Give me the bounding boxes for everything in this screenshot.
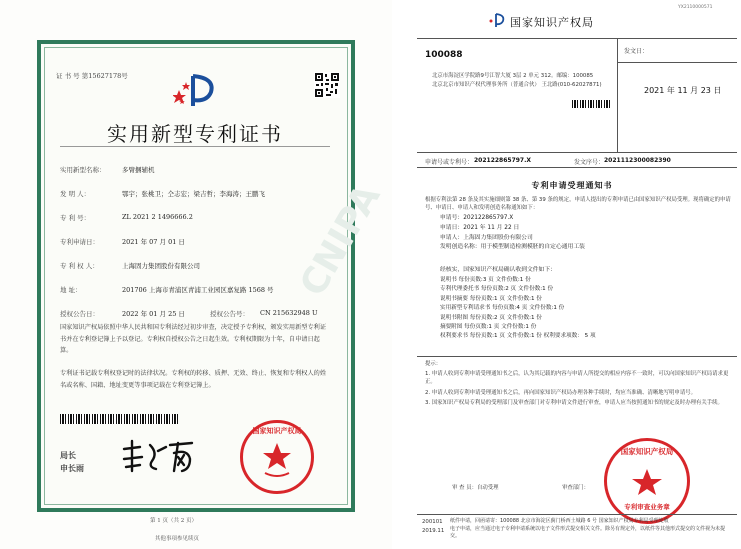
certificate-paragraph-2: 专利证书记载专利权登记时的法律状况。专利权的转移、质押、无效、终止、恢复和专利权人的姓名或名称、国籍、地址变更等事项记载在专利登记簿上。: [60, 370, 327, 389]
watermark-cnipa: CNIPA: [292, 177, 389, 304]
file-item: 说明书 每份页数:3 页 文件份数:1 份: [440, 277, 531, 283]
file-item: 权利要求书 每份页数:1 页 文件份数:1 份 权利要求项数： 5 项: [440, 333, 596, 340]
certificate-footer-2: 其他事项参见续页: [155, 536, 200, 542]
file-item: 说明书附图 每份页数:2 页 文件份数:1 份: [440, 314, 542, 321]
field-label-address: 地 址：: [60, 286, 82, 294]
notice-items: [440, 214, 585, 253]
notice-intro: 根据专利法第 28 条及其实施细则第 38 条、第 39 条的规定，申请人提出的专利申请已由国家知识产权局受理。现将确定的申请号、申请日、申请人和发明创造名称通知如下：: [425, 197, 731, 212]
footer-text-2: 电子申请，应当通过电子专利申请系统以电子文件形式提交相关文件。除另有规定外，以纸件等其他形式提交的文件视为未提交。: [450, 526, 726, 540]
footer-code-1: 200101: [422, 519, 443, 525]
barcode: [60, 414, 178, 424]
field-label-grant-no: 授权公告号：: [210, 310, 249, 318]
field-label-inventor: 发 明 人：: [60, 190, 91, 198]
field-value-grant-no: CN 215632948 U: [260, 309, 318, 317]
appno-line: [417, 167, 737, 168]
cnipa-logo-small-icon: [488, 12, 506, 28]
certificate-number: 证 书 号 第15627178号: [56, 72, 128, 80]
footer-code-2: 2019.11: [422, 528, 445, 534]
field-label-filing-date: 专利申请日：: [60, 238, 99, 246]
file-item: 说明书摘要 每份页数:1 页 文件份数:1 份: [440, 295, 542, 302]
date-line: [617, 62, 737, 63]
acceptance-notice: [392, 0, 741, 549]
item-invention-name: 发明创造名称：用于模型制造检测模胚的自定心通用工装: [440, 244, 585, 251]
notes-list: [425, 370, 733, 408]
certificate-paragraph-1: 国家知识产权局依照中华人民共和国专利法经过初步审查，决定授予专利权，颁发实用新型专利证书并在专利登记簿上予以登记。专利权自授权公告之日起生效。专利权期限为十年，自申请日起算。: [60, 324, 327, 354]
field-label-grant-date: 授权公告日：: [60, 310, 99, 318]
notice-authority: 国家知识产权局: [510, 16, 594, 29]
field-value-filing-date: 2021 年 07 月 01 日: [122, 238, 185, 246]
seal-text: 国家知识产权局: [252, 426, 302, 435]
director-label: 局长: [60, 450, 76, 460]
field-value-name: 多臂捆辅机: [122, 166, 155, 174]
field-value-patentee: 上海固力集团股份有限公司: [122, 262, 200, 270]
doc-no-label: 发文序号：: [574, 159, 605, 166]
title-divider: [60, 146, 330, 147]
app-no-label: 申请号或专利号：: [425, 159, 474, 166]
notes-line-top: [417, 356, 737, 357]
notice-address-1: 北京市海淀区学院路9号江智大厦 3层 2 单元 312。邮编：100085: [432, 73, 594, 79]
dept-label: 审查部门：: [562, 485, 589, 491]
field-label-patentee: 专 利 权 人：: [60, 262, 99, 270]
field-value-address: 201706 上海市青浦区青浦工业园区嘉复路 1568 号: [122, 286, 274, 294]
notice-postcode: 100088: [425, 50, 463, 60]
stamp-text: 国家知识产权局: [620, 447, 674, 456]
director-signature-icon: [118, 437, 198, 477]
files-list: [440, 276, 596, 342]
file-item: 专利代理委托书 每份页数:2 页 文件份数:1 份: [440, 286, 554, 293]
app-no-value: 202122865797.X: [474, 157, 532, 164]
notice-top-code: YX2110000571: [678, 5, 713, 10]
director-name: 申长雨: [60, 463, 84, 473]
examiner-label: 审 查 员：自动受理: [452, 485, 499, 491]
item-applicant: 申请人：上海固力集团股份有限公司: [440, 234, 533, 241]
header-divider: [617, 38, 618, 152]
qr-code-icon: [314, 72, 340, 98]
notice-address-2: 北京北京市知识产权代理事务所（普通合伙） 王北路(010-62027871): [432, 82, 602, 88]
stamp-sub-text: 专利审查业务章: [624, 503, 670, 511]
notice-date-label: 发文日：: [624, 48, 649, 55]
header-line-top: [417, 38, 737, 39]
certificate-title: 实用新型专利证书: [107, 122, 283, 146]
header-line-bottom: [417, 152, 737, 153]
file-item: 实用新型专利请求书 每份页数:4 页 文件份数:1 份: [440, 305, 565, 312]
certificate-footer: 第 1 页（共 2 页）: [150, 518, 197, 524]
footer-text-1: 纸件申请，回函请寄：100088 北京市海淀区蓟门桥西土城路 6 号 国家知识产权局专利局受理处收: [450, 518, 669, 524]
item-app-date: 申请日：2021 年 11 月 22 日: [440, 224, 520, 231]
note-item: 2. 申请人收到专利申请受理通知书之后，再向国家知识产权局办理各种手续时，均应当准确、清晰地写明申请号。: [425, 389, 696, 396]
files-header: 经核实，国家知识产权局确认收到文件如下：: [440, 267, 556, 273]
note-item: 1. 申请人收到专利申请受理通知书之后，认为其记载的内容与申请人所提交的相应内容不一致时，可以向国家知识产权局请求更正。: [425, 371, 729, 386]
field-value-grant-date: 2022 年 01 月 25 日: [122, 310, 185, 318]
note-item: 3. 国家知识产权局专利局的受理部门及审查部门对专利申请文件进行审查，申请人应当按照通知书的规定及时办理有关手续。: [425, 400, 723, 407]
doc-no-value: 2021112300082390: [604, 157, 671, 164]
notice-title: 专利申请受理通知书: [531, 181, 613, 190]
field-value-inventor: 鄂宇；张桃卫；仝志宏；梁吉哲；李海涛；王鹏飞: [122, 190, 265, 198]
field-label-patent-no: 专 利 号：: [60, 214, 91, 222]
file-item: 摘要附图 每份页数:1 页 文件份数:1 份: [440, 324, 537, 331]
notice-date: 2021 年 11 月 23 日: [644, 86, 722, 95]
cnipa-logo-icon: [173, 70, 217, 110]
footer-line: [417, 514, 737, 515]
field-label-name: 实用新型名称：: [60, 166, 106, 174]
item-app-no: 申请号：202122865797.X: [440, 215, 514, 221]
notes-header: 提示：: [425, 361, 442, 367]
notice-barcode: [572, 100, 612, 108]
field-value-patent-no: ZL 2021 2 1496666.2: [122, 213, 193, 221]
